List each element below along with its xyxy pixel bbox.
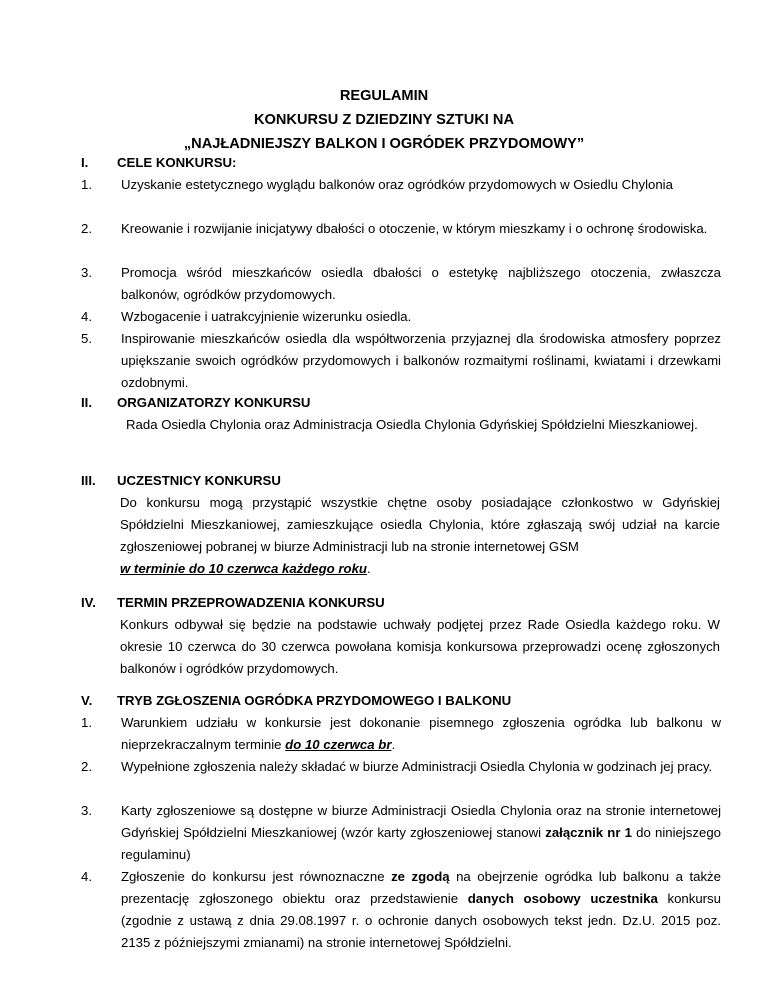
section-5-item	[81, 866, 721, 954]
doc-title: REGULAMIN	[339, 88, 429, 104]
section-5-item	[81, 756, 721, 778]
section-4-number: IV.	[81, 595, 96, 610]
item-number: 4.	[81, 309, 92, 324]
item-text	[121, 712, 721, 756]
item-number: 2.	[81, 759, 92, 774]
item-text: Inspirowanie mieszkańców osiedla dla współtworzenia przyjaznej dla środowiska atmosfery poprzez upiększanie swoich ogródków przydomowych i balkonów rozmaitymi roślinami, kwiatami i drzewkami ozdobnymi.	[121, 331, 721, 390]
attachment-reference: załącznik nr 1	[545, 825, 632, 840]
section-2-text: Rada Osiedla Chylonia oraz Administracja Osiedla Chylonia Gdyńskiej Spółdzielni Mieszkaniowej.	[126, 417, 698, 432]
section-1-number: I.	[81, 155, 89, 170]
section-3-body: Do konkursu mogą przystąpić wszystkie chętne osoby posiadające członkostwo w Gdyńskiej Spółdzielni Mieszkaniowej, zamieszkujące osiedla Chylonia, które zgłaszają swój udział na karcie zgłoszeniowej pobranej w biurze Administracji lub na stronie internetowej GSM	[120, 495, 720, 554]
item-text	[121, 800, 721, 866]
item-text: Promocja wśród mieszkańców osiedla dbałości o estetykę najbliższego otoczenia, zwłaszcza balkonów, ogródków przydomowych.	[121, 265, 721, 302]
item-text-part: Karty zgłoszeniowe są dostępne w biurze Administracji Osiedla Chylonia oraz na stronie internetowej Gdyńskiej Spółdzielni Mieszkaniowej (wzór karty zgłoszeniowej stanowi	[121, 803, 721, 840]
section-2-title: ORGANIZATORZY KONKURSU	[117, 395, 311, 410]
section-3-text	[120, 492, 720, 580]
section-5-heading	[81, 690, 721, 712]
section-1-item	[81, 328, 721, 394]
item-text-part: na obejrzenie ogródka lub balkonu a także prezentację zgłoszonego obiektu oraz przedstawienie	[121, 869, 721, 906]
section-1-item	[81, 262, 721, 306]
item-number: 2.	[81, 221, 92, 236]
section-3-heading	[81, 470, 721, 492]
section-3-number: III.	[81, 473, 96, 488]
section-1-heading	[81, 152, 721, 174]
section-5-item	[81, 712, 721, 756]
item-number: 3.	[81, 265, 92, 280]
section-4-text: Konkurs odbywał się będzie na podstawie uchwały podjętej przez Rade Osiedla każdego roku. W okresie 10 czerwca do 30 czerwca powołana komisja konkursowa przeprowadzi ocenę zgłoszonych balkonów i ogródków przydomowych.	[120, 617, 720, 676]
section-5-number: V.	[81, 693, 93, 708]
item-number: 1.	[81, 715, 92, 730]
item-text-part: Warunkiem udziału w konkursie jest dokonanie pisemnego zgłoszenia ogródka lub balkonu w nieprzekraczalnym terminie	[121, 715, 721, 752]
section-3-title: UCZESTNICY KONKURSU	[117, 473, 281, 488]
item-number: 3.	[81, 803, 92, 818]
deadline-highlight: do 10 czerwca br	[285, 737, 392, 752]
item-text-part: Zgłoszenie do konkursu jest równoznaczne	[121, 869, 392, 884]
item-text	[121, 866, 721, 954]
item-number: 5.	[81, 331, 92, 346]
doc-subtitle-contest-name: „NAJŁADNIEJSZY BALKON I OGRÓDEK PRZYDOMOWY”	[183, 136, 585, 152]
section-1-item	[81, 306, 721, 328]
section-5-item	[81, 800, 721, 866]
section-3-deadline: w terminie do 10 czerwca każdego roku	[120, 561, 367, 576]
consent-highlight: ze zgodą	[391, 869, 450, 884]
section-4-heading	[81, 592, 721, 614]
item-text-part: .	[391, 737, 396, 752]
section-2-heading	[81, 392, 721, 414]
doc-subtitle: KONKURSU Z DZIEDZINY SZTUKI NA	[254, 112, 514, 128]
personal-data-highlight: danych osobowy uczestnika	[467, 891, 658, 906]
item-number: 4.	[81, 869, 92, 884]
item-text-part: do niniejszego regulaminu)	[121, 825, 721, 862]
section-4-title: TERMIN PRZEPROWADZENIA KONKURSU	[117, 595, 385, 610]
section-5-title: TRYB ZGŁOSZENIA OGRÓDKA PRZYDOMOWEGO I BALKONU	[117, 693, 512, 708]
section-3-period: .	[366, 561, 371, 576]
section-2-number: II.	[81, 395, 92, 410]
section-1-item	[81, 218, 721, 240]
item-text-part: konkursu (zgodnie z ustawą z dnia 29.08.1997 r. o ochronie danych osobowych tekst jedn. Dz.U. 2015 poz. 2135 z późniejszymi zmianami) na stronie internetowej Spółdzielni.	[121, 891, 721, 950]
item-text: Wzbogacenie i uatrakcyjnienie wizerunku osiedla.	[121, 309, 412, 324]
item-text: Wypełnione zgłoszenia należy składać w biurze Administracji Osiedla Chylonia w godzinach jej pracy.	[121, 759, 713, 774]
section-1-item	[81, 174, 721, 196]
section-1-title: CELE KONKURSU:	[117, 155, 237, 170]
item-text: Kreowanie i rozwijanie inicjatywy dbałości o otoczenie, w którym mieszkamy i o ochronę środowiska.	[121, 221, 708, 236]
item-text: Uzyskanie estetycznego wyglądu balkonów oraz ogródków przydomowych w Osiedlu Chylonia	[121, 177, 673, 192]
item-number: 1.	[81, 177, 92, 192]
